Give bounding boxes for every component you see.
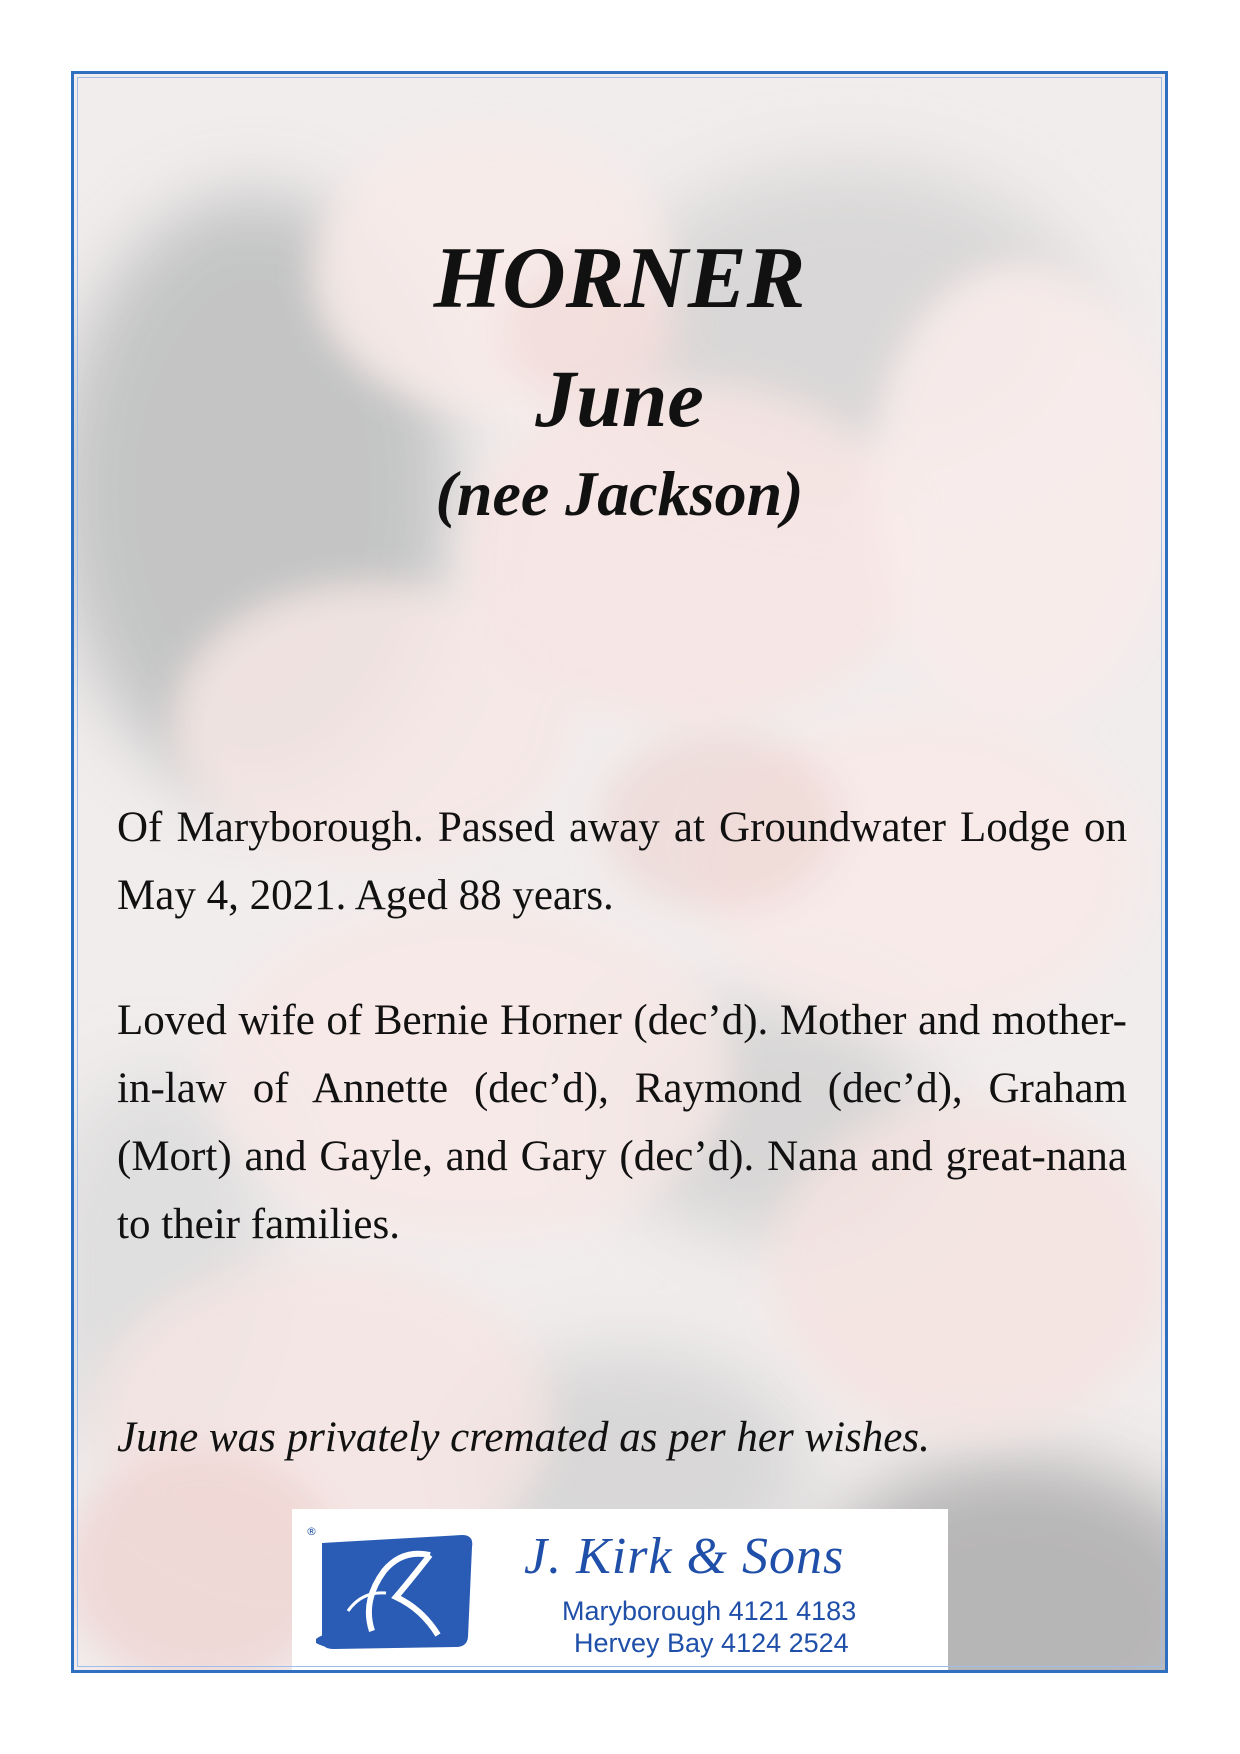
kirk-monogram-logo-icon xyxy=(312,1531,480,1653)
maryborough-phone: Maryborough 4121 4183 xyxy=(562,1596,857,1626)
hervey-bay-phone: Hervey Bay 4124 2524 xyxy=(574,1628,849,1658)
maiden-name-heading: (nee Jackson) xyxy=(435,458,804,529)
residence-death-paragraph: Of Maryborough. Passed away at Groundwater Lodge on May 4, 2021. Aged 88 years. xyxy=(117,804,1127,919)
registered-mark: ® xyxy=(306,1525,317,1538)
family-paragraph: Loved wife of Bernie Horner (dec’d). Mother and mother-in-law of Annette (dec’d), Raymond (dec’d), Graham (Mort) and Gayle, and Gary (dec’d). Nana and great-nana to their families. xyxy=(117,997,1127,1248)
surname-heading: HORNER xyxy=(433,230,806,327)
cremation-paragraph: June was privately cremated as per her wishes. xyxy=(117,1414,930,1461)
notice-frame xyxy=(71,71,1168,1673)
company-name: J. Kirk & Sons xyxy=(524,1528,845,1585)
given-name-heading: June xyxy=(535,353,704,444)
funeral-director-logo xyxy=(292,1509,948,1673)
